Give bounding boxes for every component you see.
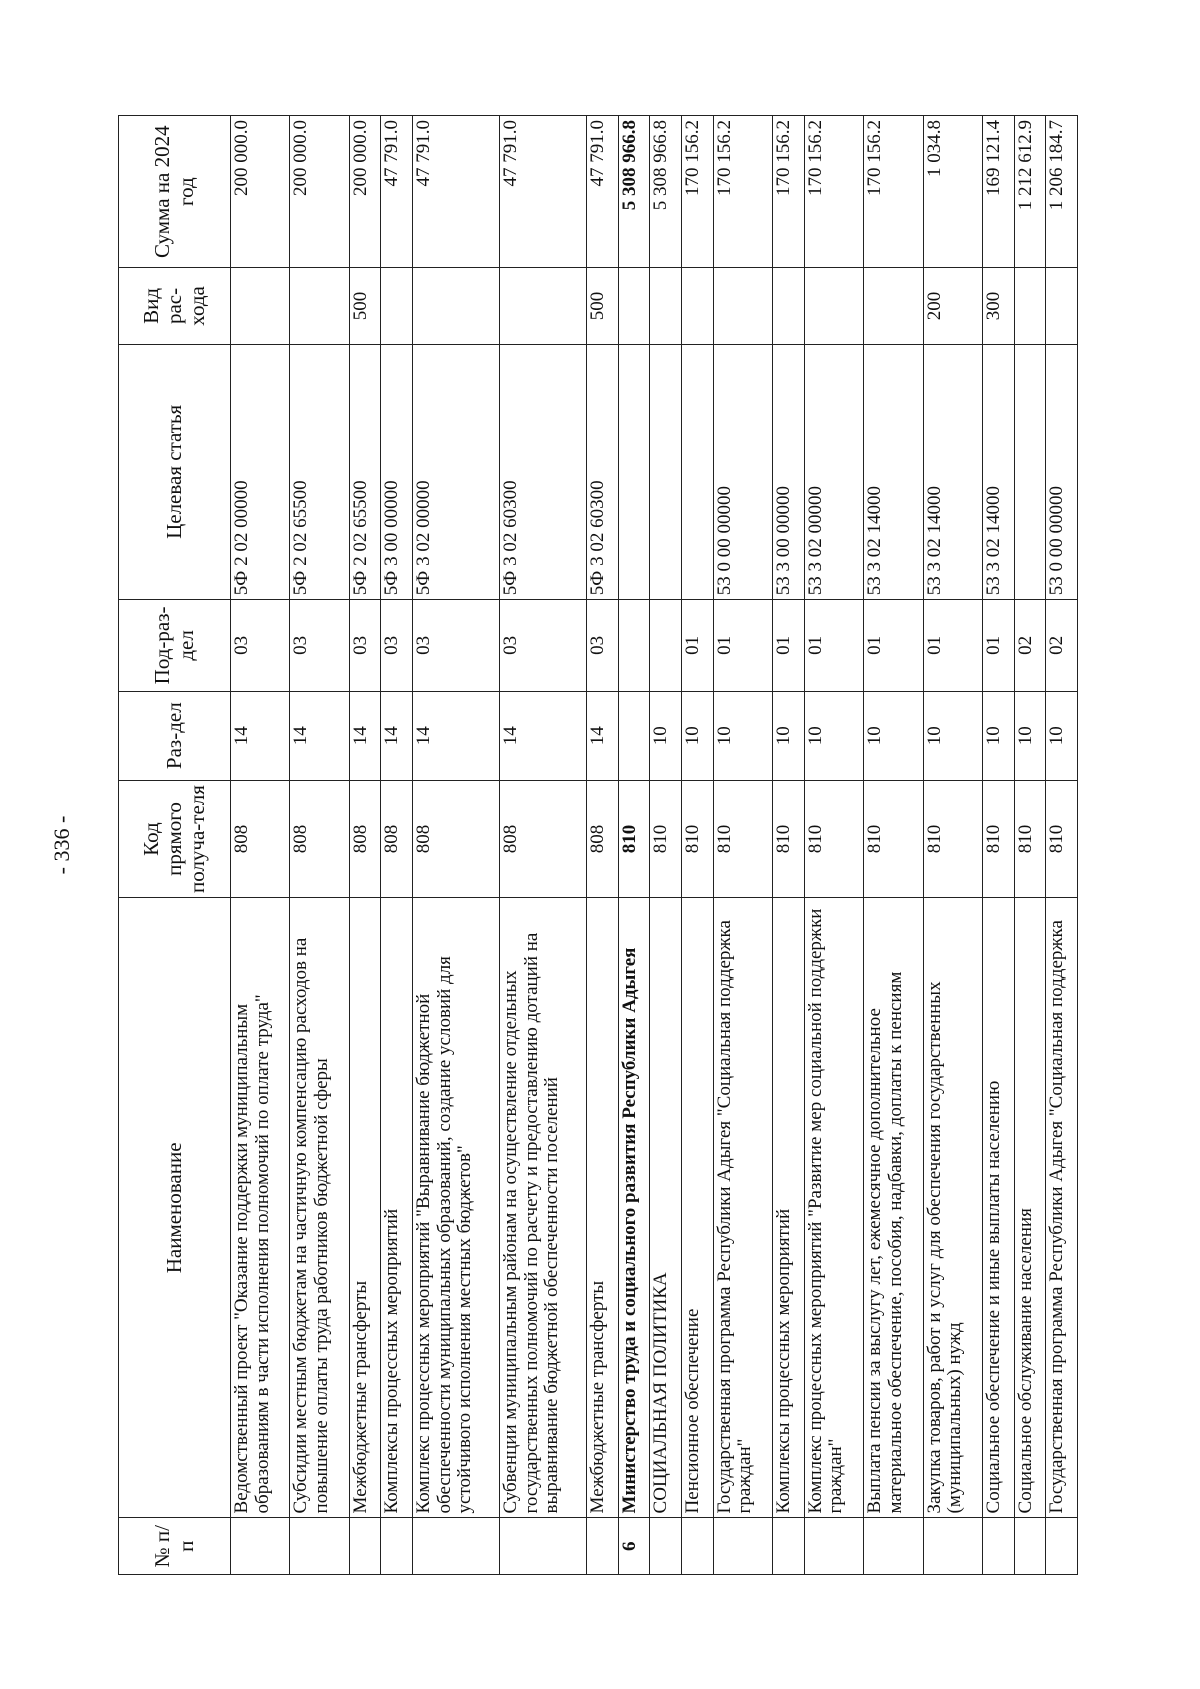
cell-np — [713, 1518, 772, 1575]
table-row — [290, 116, 349, 1575]
cell-subsection: 01 — [713, 600, 772, 691]
cell-section: 10 — [713, 691, 772, 780]
cell-name: Государственная программа Республики Адыгея "Социальная поддержка — [1046, 898, 1078, 1518]
cell-name: Субвенции муниципальным районам на осуществление отдельных государственных полномочий по расчету и предоставлению дотаций на выравнивание бюджетной обеспеченности поселений — [500, 898, 587, 1518]
cell-section: 14 — [381, 691, 413, 780]
cell-recipient-code: 808 — [231, 780, 290, 898]
cell-expense-type — [413, 268, 500, 344]
cell-recipient-code: 810 — [864, 780, 923, 898]
table-row — [231, 116, 290, 1575]
cell-target-article: 5Ф 2 02 65500 — [290, 344, 349, 600]
cell-amount: 1 212 612.9 — [1014, 116, 1046, 268]
cell-expense-type: 200 — [923, 268, 982, 344]
cell-expense-type: 500 — [349, 268, 381, 344]
cell-expense-type — [804, 268, 863, 344]
cell-name: Комплексы процессных мероприятий — [381, 898, 413, 1518]
cell-subsection: 03 — [349, 600, 381, 691]
table-row — [650, 116, 682, 1575]
cell-section: 14 — [231, 691, 290, 780]
cell-np — [1014, 1518, 1046, 1575]
cell-np — [1046, 1518, 1078, 1575]
cell-name: Межбюджетные трансферты — [349, 898, 381, 1518]
table-row — [349, 116, 381, 1575]
cell-recipient-code: 810 — [804, 780, 863, 898]
cell-np — [982, 1518, 1014, 1575]
cell-expense-type: 300 — [982, 268, 1014, 344]
cell-target-article — [1014, 344, 1046, 600]
cell-amount: 47 791.0 — [587, 116, 619, 268]
cell-recipient-code: 810 — [713, 780, 772, 898]
cell-expense-type — [682, 268, 714, 344]
table-row — [618, 116, 650, 1575]
header-np: № п/п — [119, 1518, 231, 1575]
cell-recipient-code: 810 — [682, 780, 714, 898]
cell-target-article: 53 0 00 00000 — [1046, 344, 1078, 600]
cell-name: Закупка товаров, работ и услуг для обеспечения государственных (муниципальных) нужд — [923, 898, 982, 1518]
header-expense-type: Вид рас-хода — [119, 268, 231, 344]
table-row — [381, 116, 413, 1575]
cell-target-article: 53 3 00 00000 — [773, 344, 805, 600]
cell-target-article — [682, 344, 714, 600]
table-row — [413, 116, 500, 1575]
cell-np — [804, 1518, 863, 1575]
cell-amount: 47 791.0 — [381, 116, 413, 268]
cell-amount: 5 308 966.8 — [618, 116, 650, 268]
cell-name: Выплата пенсии за выслугу лет, ежемесячное дополнительное материальное обеспечение, пособия, надбавки, доплаты к пенсиям — [864, 898, 923, 1518]
cell-section — [618, 691, 650, 780]
cell-target-article: 5Ф 2 02 00000 — [231, 344, 290, 600]
table-row — [923, 116, 982, 1575]
cell-expense-type — [1046, 268, 1078, 344]
table-row — [864, 116, 923, 1575]
table-row — [713, 116, 772, 1575]
cell-subsection: 01 — [923, 600, 982, 691]
cell-np — [923, 1518, 982, 1575]
cell-name: Социальное обеспечение и иные выплаты населению — [982, 898, 1014, 1518]
cell-section: 10 — [773, 691, 805, 780]
cell-expense-type — [231, 268, 290, 344]
table-row — [587, 116, 619, 1575]
cell-recipient-code: 810 — [923, 780, 982, 898]
cell-expense-type — [864, 268, 923, 344]
cell-section: 14 — [587, 691, 619, 780]
cell-target-article: 5Ф 2 02 65500 — [349, 344, 381, 600]
cell-section: 14 — [500, 691, 587, 780]
cell-section: 14 — [290, 691, 349, 780]
cell-target-article: 5Ф 3 02 00000 — [413, 344, 500, 600]
table-row — [500, 116, 587, 1575]
cell-amount: 170 156.2 — [864, 116, 923, 268]
cell-name: СОЦИАЛЬНАЯ ПОЛИТИКА — [650, 898, 682, 1518]
cell-section: 14 — [349, 691, 381, 780]
cell-subsection: 01 — [982, 600, 1014, 691]
header-name: Наименование — [119, 898, 231, 1518]
table-row — [1046, 116, 1078, 1575]
cell-subsection: 01 — [773, 600, 805, 691]
cell-recipient-code: 808 — [413, 780, 500, 898]
cell-expense-type — [618, 268, 650, 344]
page-number: - 336 - — [49, 815, 74, 875]
cell-np — [864, 1518, 923, 1575]
cell-recipient-code: 808 — [349, 780, 381, 898]
table-row — [804, 116, 863, 1575]
cell-recipient-code: 808 — [290, 780, 349, 898]
cell-section: 10 — [864, 691, 923, 780]
cell-name: Межбюджетные трансферты — [587, 898, 619, 1518]
cell-section: 14 — [413, 691, 500, 780]
budget-table — [118, 115, 1078, 1575]
cell-recipient-code: 810 — [1014, 780, 1046, 898]
cell-name: Комплекс процессных мероприятий "Развитие мер социальной поддержки граждан" — [804, 898, 863, 1518]
cell-amount: 200 000.0 — [290, 116, 349, 268]
cell-np — [290, 1518, 349, 1575]
cell-np: 6 — [618, 1518, 650, 1575]
cell-section: 10 — [982, 691, 1014, 780]
cell-target-article: 53 3 02 14000 — [923, 344, 982, 600]
cell-expense-type — [290, 268, 349, 344]
cell-subsection: 03 — [500, 600, 587, 691]
cell-recipient-code: 810 — [650, 780, 682, 898]
cell-np — [381, 1518, 413, 1575]
cell-subsection: 03 — [587, 600, 619, 691]
cell-expense-type — [713, 268, 772, 344]
cell-recipient-code: 810 — [773, 780, 805, 898]
cell-target-article: 5Ф 3 02 60300 — [500, 344, 587, 600]
cell-recipient-code: 808 — [500, 780, 587, 898]
cell-amount: 170 156.2 — [713, 116, 772, 268]
cell-target-article: 5Ф 3 02 60300 — [587, 344, 619, 600]
budget-table-sheet — [118, 115, 1078, 1575]
cell-recipient-code: 808 — [381, 780, 413, 898]
cell-section: 10 — [1046, 691, 1078, 780]
cell-subsection — [650, 600, 682, 691]
cell-amount: 47 791.0 — [413, 116, 500, 268]
cell-target-article: 53 0 00 00000 — [713, 344, 772, 600]
cell-np — [587, 1518, 619, 1575]
table-row — [1014, 116, 1046, 1575]
cell-amount: 5 308 966.8 — [650, 116, 682, 268]
header-target-article: Целевая статья — [119, 344, 231, 600]
cell-np — [773, 1518, 805, 1575]
cell-subsection — [618, 600, 650, 691]
cell-amount: 170 156.2 — [773, 116, 805, 268]
table-row — [982, 116, 1014, 1575]
table-row — [682, 116, 714, 1575]
cell-target-article — [650, 344, 682, 600]
cell-name: Государственная программа Республики Адыгея "Социальная поддержка граждан" — [713, 898, 772, 1518]
header-section: Раз-дел — [119, 691, 231, 780]
cell-recipient-code: 810 — [982, 780, 1014, 898]
cell-subsection: 03 — [381, 600, 413, 691]
cell-target-article: 5Ф 3 00 00000 — [381, 344, 413, 600]
cell-name: Министерство труда и социального развития Республики Адыгея — [618, 898, 650, 1518]
header-recipient-code: Код прямого получа-теля — [119, 780, 231, 898]
cell-expense-type — [381, 268, 413, 344]
cell-subsection: 03 — [231, 600, 290, 691]
cell-recipient-code: 808 — [587, 780, 619, 898]
cell-target-article: 53 3 02 14000 — [864, 344, 923, 600]
header-amount: Сумма на 2024 год — [119, 116, 231, 268]
cell-subsection: 03 — [290, 600, 349, 691]
cell-name: Социальное обслуживание населения — [1014, 898, 1046, 1518]
cell-np — [413, 1518, 500, 1575]
cell-recipient-code: 810 — [618, 780, 650, 898]
cell-amount: 170 156.2 — [682, 116, 714, 268]
cell-section: 10 — [1014, 691, 1046, 780]
cell-np — [682, 1518, 714, 1575]
cell-section: 10 — [804, 691, 863, 780]
cell-target-article: 53 3 02 00000 — [804, 344, 863, 600]
cell-section: 10 — [650, 691, 682, 780]
cell-name: Комплекс процессных мероприятий "Выравнивание бюджетной обеспеченности муниципальных образований, создание условий для устойчивого исполнения местных бюджетов" — [413, 898, 500, 1518]
cell-amount: 170 156.2 — [804, 116, 863, 268]
cell-name: Субсидии местным бюджетам на частичную компенсацию расходов на повышение оплаты труда работников бюджетной сферы — [290, 898, 349, 1518]
cell-name: Пенсионное обеспечение — [682, 898, 714, 1518]
cell-amount: 200 000.0 — [349, 116, 381, 268]
cell-section: 10 — [923, 691, 982, 780]
cell-np — [349, 1518, 381, 1575]
cell-amount: 169 121.4 — [982, 116, 1014, 268]
cell-subsection: 01 — [804, 600, 863, 691]
table-row — [773, 116, 805, 1575]
cell-name: Комплексы процессных мероприятий — [773, 898, 805, 1518]
cell-name: Ведомственный проект "Оказание поддержки муниципальным образованиям в части исполнения полномочий по оплате труда" — [231, 898, 290, 1518]
cell-target-article: 53 3 02 14000 — [982, 344, 1014, 600]
table-header — [119, 116, 231, 1575]
cell-amount: 200 000.0 — [231, 116, 290, 268]
cell-amount: 1 034.8 — [923, 116, 982, 268]
cell-subsection: 02 — [1014, 600, 1046, 691]
header-subsection: Под-раз-дел — [119, 600, 231, 691]
cell-expense-type — [500, 268, 587, 344]
cell-recipient-code: 810 — [1046, 780, 1078, 898]
cell-expense-type — [1014, 268, 1046, 344]
cell-amount: 1 206 184.7 — [1046, 116, 1078, 268]
table-body — [231, 116, 1078, 1575]
cell-subsection: 01 — [864, 600, 923, 691]
cell-subsection: 01 — [682, 600, 714, 691]
cell-np — [650, 1518, 682, 1575]
cell-expense-type: 500 — [587, 268, 619, 344]
cell-expense-type — [773, 268, 805, 344]
cell-target-article — [618, 344, 650, 600]
cell-amount: 47 791.0 — [500, 116, 587, 268]
cell-section: 10 — [682, 691, 714, 780]
cell-subsection: 02 — [1046, 600, 1078, 691]
cell-np — [231, 1518, 290, 1575]
cell-np — [500, 1518, 587, 1575]
cell-subsection: 03 — [413, 600, 500, 691]
cell-expense-type — [650, 268, 682, 344]
